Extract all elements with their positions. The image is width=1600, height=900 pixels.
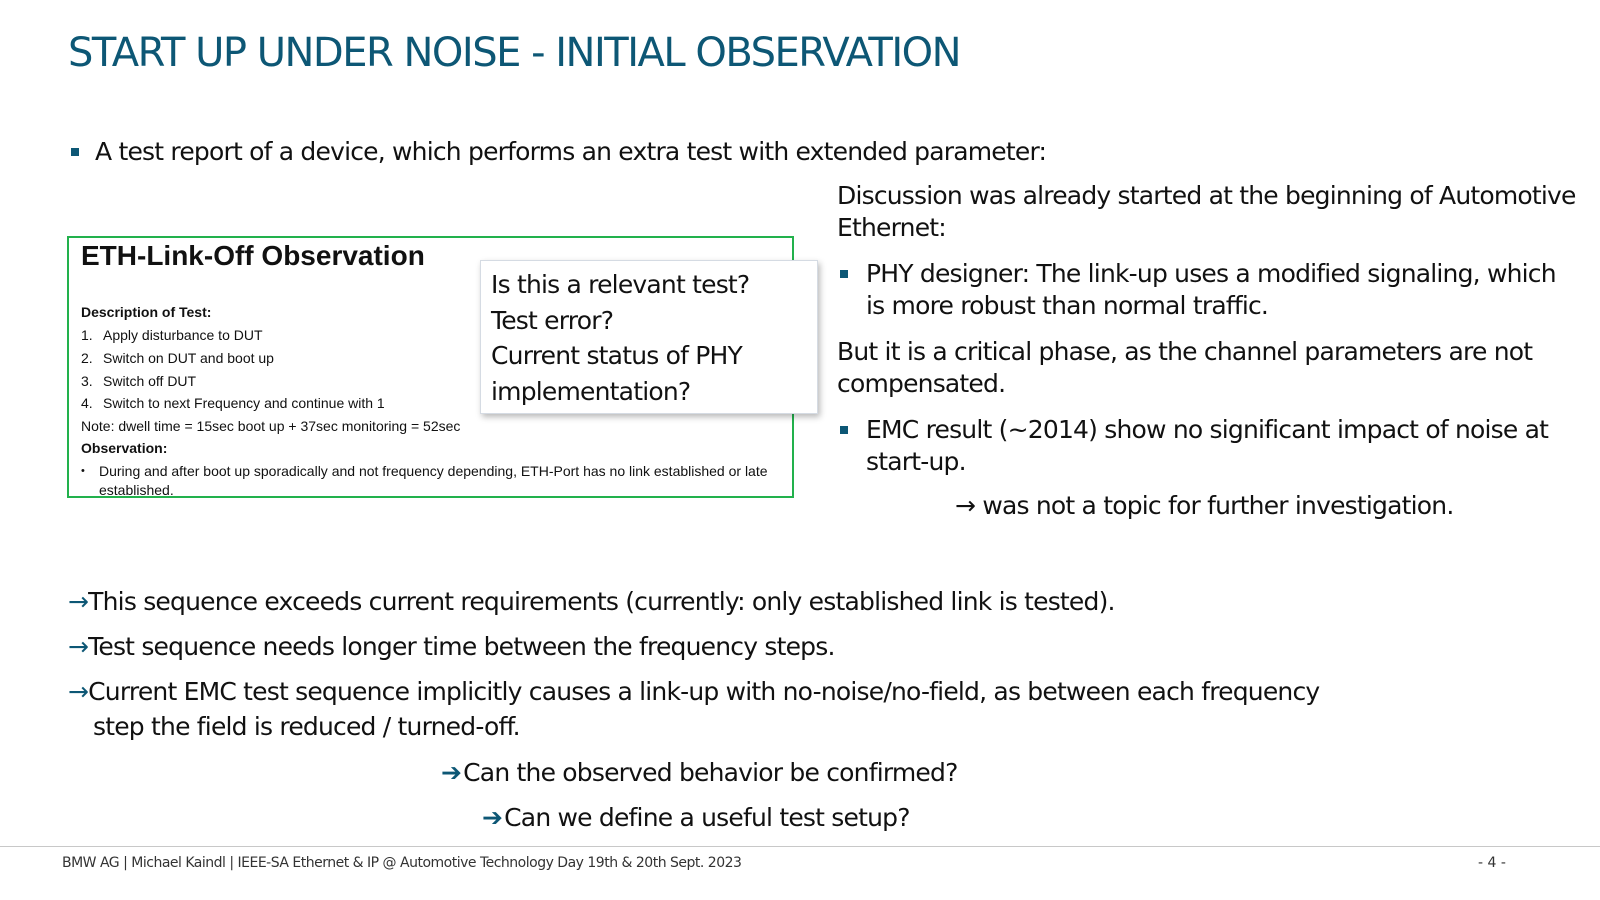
bold-arrow-icon: ➔: [482, 803, 503, 832]
intro-bullet: [68, 137, 1046, 166]
report-title: ETH-Link-Off Observation: [81, 240, 425, 271]
bold-arrow-icon: ➔: [441, 758, 462, 787]
emc-result-text: EMC result (~2014) show no significant impact of noise at start-up.: [866, 415, 1549, 476]
page-number: - 4 -: [1478, 855, 1506, 871]
callout-line: Test error?: [491, 305, 614, 335]
phy-designer-item: [837, 258, 1577, 322]
observation-item: [81, 462, 781, 500]
arrow-right-icon: →: [68, 632, 89, 661]
discussion-intro: Discussion was already started at the beginning of Automotive Ethernet:: [837, 181, 1576, 242]
discussion-column: [837, 180, 1577, 522]
observation-label: Observation:: [81, 440, 168, 456]
arrow-right-icon: →: [68, 677, 89, 706]
intro-text: A test report of a device, which performs an extra test with extended parameter:: [95, 137, 1047, 166]
question-line: ➔Can we define a useful test setup?: [482, 803, 910, 832]
conclusion-line-continued: step the field is reduced / turned-off.: [93, 712, 520, 741]
footer-divider: [0, 846, 1600, 847]
discussion-conclusion-text: was not a topic for further investigation.: [982, 491, 1454, 520]
description-label: Description of Test:: [81, 304, 212, 320]
arrow-right-icon: →: [955, 491, 976, 520]
observation-text: During and after boot up sporadically and not frequency depending, ETH-Port has no link established or late established.: [99, 463, 768, 498]
footer-text: BMW AG | Michael Kaindl | IEEE-SA Ethernet & IP @ Automotive Technology Day 19th & 20th Sept. 2023: [62, 855, 742, 871]
discussion-conclusion: [837, 490, 1577, 522]
square-bullet-icon: [71, 148, 79, 156]
question-callout: [480, 260, 818, 414]
square-bullet-icon: [840, 426, 848, 434]
conclusion-line: →Current EMC test sequence implicitly causes a link-up with no-noise/no-field, as between each frequency: [68, 677, 1320, 706]
report-step: 3. Switch off DUT: [81, 373, 197, 389]
question-line: ➔Can the observed behavior be confirmed?: [441, 758, 958, 787]
square-bullet-icon: [840, 270, 848, 278]
slide-title: START UP UNDER NOISE - INITIAL OBSERVATION: [68, 30, 961, 76]
conclusion-line: →Test sequence needs longer time between the frequency steps.: [68, 632, 835, 661]
report-note: Note: dwell time = 15sec boot up + 37sec monitoring = 52sec: [81, 418, 461, 434]
callout-line: Current status of PHY: [491, 341, 742, 370]
bullet-dot-icon: •: [81, 465, 85, 477]
report-step: 4. Switch to next Frequency and continue with 1: [81, 395, 385, 411]
emc-result-item: [837, 414, 1577, 478]
arrow-right-icon: →: [68, 587, 89, 616]
phy-designer-text: PHY designer: The link-up uses a modified signaling, which is more robust than normal traffic.: [866, 259, 1556, 320]
report-step: 2. Switch on DUT and boot up: [81, 350, 274, 366]
report-step: 1. Apply disturbance to DUT: [81, 327, 263, 343]
critical-phase-text: But it is a critical phase, as the channel parameters are not compensated.: [837, 337, 1533, 398]
callout-line: implementation?: [491, 376, 691, 406]
callout-line: Is this a relevant test?: [491, 270, 750, 299]
conclusion-line: →This sequence exceeds current requirements (currently: only established link is tested).: [68, 587, 1115, 616]
